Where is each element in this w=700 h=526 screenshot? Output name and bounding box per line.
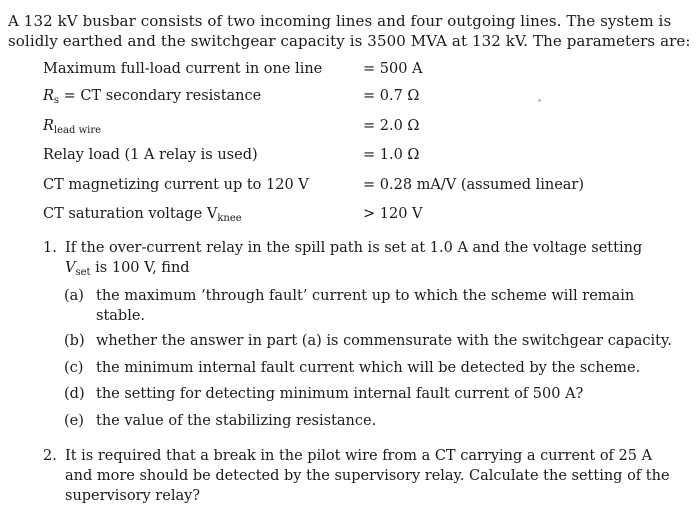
- subquestion-tag: (b): [64, 333, 85, 349]
- scan-speck: [538, 99, 541, 102]
- subquestion-text: the maximum ‘through fault’ current up to which the scheme will remain stable.: [96, 288, 635, 324]
- param-value: = 500 A: [363, 61, 423, 77]
- question-text: It is required that a break in the pilot wire from a CT carrying a current of 25 A and more should be detected by the supervisory relay. Calculate the setting of the supervisory relay?: [65, 448, 670, 504]
- question-number: 1.: [43, 240, 57, 256]
- param-row: [43, 175, 683, 197]
- subquestion-tag: (e): [64, 413, 84, 429]
- param-label: $R_s$ = CT secondary resistance: [43, 88, 262, 106]
- param-label: CT magnetizing current up to 120 V: [43, 177, 309, 193]
- question-number: 2.: [43, 448, 57, 464]
- param-label: Maximum full-load current in one line: [43, 61, 323, 77]
- subquestion-text: whether the answer in part (a) is commensurate with the switchgear capacity.: [96, 333, 672, 349]
- subquestion-tag: (a): [64, 288, 84, 304]
- param-value: = 0.28 mA/V (assumed linear): [363, 177, 585, 193]
- param-label: CT saturation voltage $V_{knee}$: [43, 206, 242, 224]
- subquestion-tag: (d): [64, 386, 85, 402]
- param-row: [43, 145, 683, 167]
- param-value: = 1.0 Ω: [363, 147, 420, 163]
- subquestion-a: [64, 286, 684, 326]
- param-row: [43, 86, 683, 108]
- param-value: = 0.7 Ω: [363, 88, 420, 104]
- problem-intro: A 132 kV busbar consists of two incoming lines and four outgoing lines. The system is solidly earthed and the switchgear capacity is 3500 MVA at 132 kV. The parameters are:: [8, 12, 691, 50]
- question-1: [43, 238, 683, 282]
- question-2: [43, 446, 683, 510]
- subquestion-tag: (c): [64, 360, 84, 376]
- param-label: Relay load (1 A relay is used): [43, 147, 258, 163]
- param-row: [43, 116, 683, 138]
- param-label: $R_{lead wire}$: [43, 118, 102, 136]
- subquestion-text: the setting for detecting minimum internal fault current of 500 A?: [96, 386, 584, 402]
- question-text: If the over-current relay in the spill path is set at 1.0 A and the voltage setting $V_{set}$ is 100 V, find: [65, 240, 643, 278]
- param-row: [43, 59, 683, 81]
- subquestion-text: the minimum internal fault current which will be detected by the scheme.: [96, 360, 641, 376]
- subquestion-text: the value of the stabilizing resistance.: [96, 413, 377, 429]
- param-value: = 2.0 Ω: [363, 118, 420, 134]
- param-value: > 120 V: [363, 206, 423, 222]
- param-row: [43, 204, 683, 226]
